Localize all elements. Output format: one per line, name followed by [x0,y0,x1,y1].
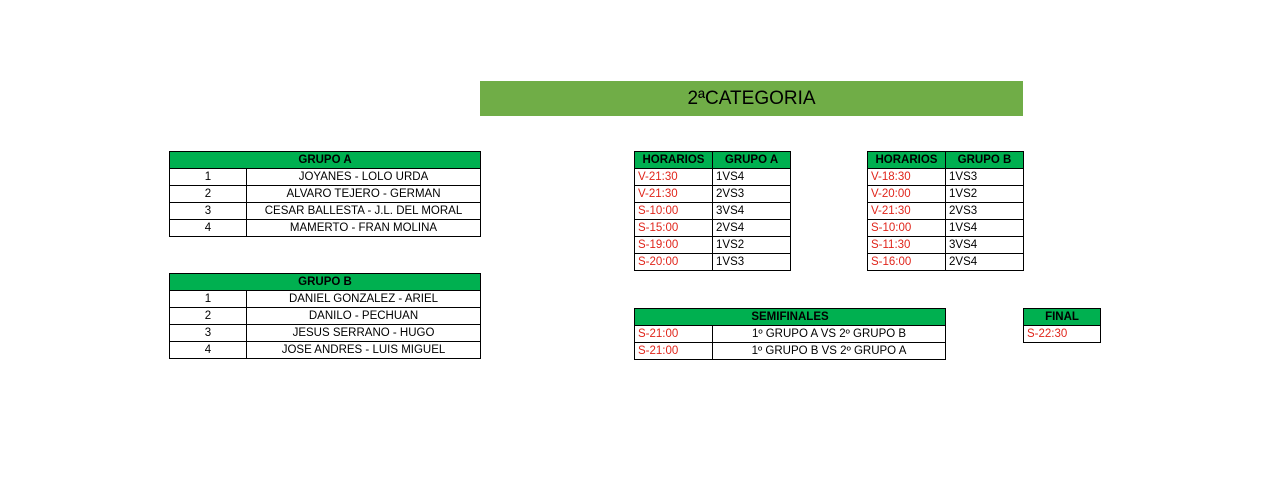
horarios-header: HORARIOS [868,152,946,169]
match-time: S-11:30 [868,237,946,254]
table-row [635,326,946,343]
match-time: S-22:30 [1024,326,1101,343]
semifinales-header-row [635,309,946,326]
match-pairing: 1VS4 [946,220,1024,237]
grupo-header: GRUPO B [946,152,1024,169]
match-pairing: 2VS4 [713,220,791,237]
table-row [635,220,791,237]
schedule-a-table [634,151,791,271]
grupo-header: GRUPO A [713,152,791,169]
match-pairing: 1VS4 [713,169,791,186]
grupo-a-table [169,151,481,237]
table-row [635,237,791,254]
table-row [635,203,791,220]
team-name: DANIEL GONZALEZ - ARIEL [247,291,481,308]
grupo-a-header-row [170,152,481,169]
match-pairing: 2VS3 [713,186,791,203]
match-pairing: 1VS2 [946,186,1024,203]
horarios-header: HORARIOS [635,152,713,169]
match-pairing: 1VS3 [946,169,1024,186]
table-row [635,254,791,271]
table-row [868,169,1024,186]
match-time: V-21:30 [635,186,713,203]
table-row [170,325,481,342]
match-pairing: 1VS3 [713,254,791,271]
final-table [1023,308,1101,343]
team-number: 4 [170,342,247,359]
match-pairing: 2VS4 [946,254,1024,271]
table-row [170,342,481,359]
table-row [868,237,1024,254]
match-time: S-21:00 [635,326,713,343]
team-name: MAMERTO - FRAN MOLINA [247,220,481,237]
match-time: V-21:30 [635,169,713,186]
table-row [868,203,1024,220]
team-number: 1 [170,169,247,186]
schedule-b-table [867,151,1024,271]
team-number: 3 [170,325,247,342]
table-row [868,254,1024,271]
match-time: V-21:30 [868,203,946,220]
match-time: S-16:00 [868,254,946,271]
semifinales-table [634,308,946,360]
grupo-a-header: GRUPO A [170,152,481,169]
match-pairing: 3VS4 [713,203,791,220]
table-row [1024,326,1101,343]
table-row [635,186,791,203]
page-title: 2ªCATEGORIA [480,81,1023,116]
team-number: 1 [170,291,247,308]
match-time: V-20:00 [868,186,946,203]
final-header: FINAL [1024,309,1101,326]
table-row [170,169,481,186]
team-name: DANILO - PECHUAN [247,308,481,325]
team-number: 3 [170,203,247,220]
match-time: S-21:00 [635,343,713,360]
table-row [170,308,481,325]
match-pairing: 1º GRUPO A VS 2º GRUPO B [713,326,946,343]
grupo-b-header: GRUPO B [170,274,481,291]
grupo-b-table [169,273,481,359]
team-name: CESAR BALLESTA - J.L. DEL MORAL [247,203,481,220]
match-time: V-18:30 [868,169,946,186]
table-row [170,291,481,308]
table-row [868,220,1024,237]
semifinales-header: SEMIFINALES [635,309,946,326]
schedule-a-header-row [635,152,791,169]
team-name: JOSE ANDRES - LUIS MIGUEL [247,342,481,359]
match-pairing: 2VS3 [946,203,1024,220]
team-number: 2 [170,186,247,203]
table-row [170,186,481,203]
table-row [868,186,1024,203]
match-time: S-20:00 [635,254,713,271]
team-name: ALVARO TEJERO - GERMAN [247,186,481,203]
team-number: 4 [170,220,247,237]
grupo-b-header-row [170,274,481,291]
match-pairing: 1º GRUPO B VS 2º GRUPO A [713,343,946,360]
match-time: S-19:00 [635,237,713,254]
match-time: S-10:00 [868,220,946,237]
schedule-b-header-row [868,152,1024,169]
final-header-row [1024,309,1101,326]
match-pairing: 1VS2 [713,237,791,254]
table-row [170,220,481,237]
table-row [635,343,946,360]
team-name: JOYANES - LOLO URDA [247,169,481,186]
team-number: 2 [170,308,247,325]
team-name: JESUS SERRANO - HUGO [247,325,481,342]
table-row [170,203,481,220]
match-time: S-10:00 [635,203,713,220]
table-row [635,169,791,186]
match-time: S-15:00 [635,220,713,237]
match-pairing: 3VS4 [946,237,1024,254]
